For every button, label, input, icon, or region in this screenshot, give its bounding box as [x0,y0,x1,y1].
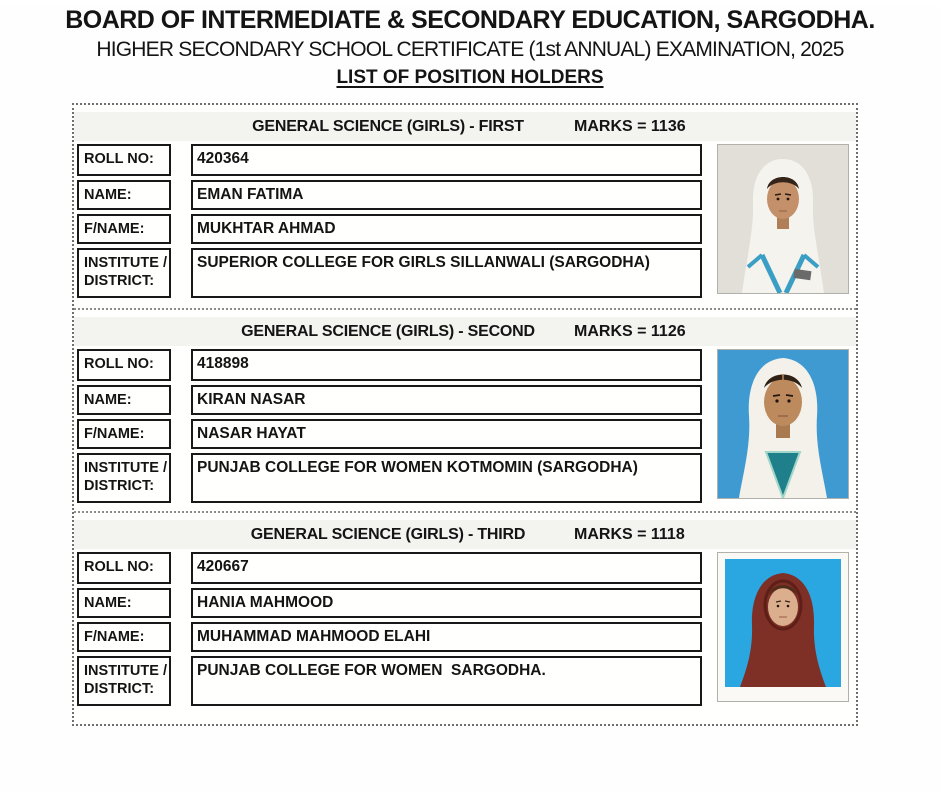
field-row-father-name [77,622,702,652]
section-marks: MARKS = 1118 [574,526,685,543]
field-label-name: NAME: [77,385,171,415]
section-marks: MARKS = 1126 [574,323,686,340]
field-row-name [77,588,702,618]
student-photo [717,552,849,702]
student-portrait-illustration [718,145,848,293]
field-label-father-name: F/NAME: [77,214,171,244]
field-label-roll-no: ROLL NO: [77,552,171,584]
position-section-second [74,308,856,511]
field-value-name: HANIA MAHMOOD [191,588,702,618]
column-gap [171,214,191,244]
field-label-roll-no: ROLL NO: [77,349,171,381]
fields-table [77,552,702,706]
column-gap [171,656,191,706]
column-gap [171,622,191,652]
section-title: GENERAL SCIENCE (GIRLS) - SECOND [241,323,535,340]
field-label-name: NAME: [77,180,171,210]
list-title: LIST OF POSITION HOLDERS [336,67,604,88]
field-row-roll-no [77,349,702,381]
field-value-name: KIRAN NASAR [191,385,702,415]
student-photo [717,144,849,294]
student-photo [717,349,849,499]
field-row-name [77,385,702,415]
column-gap [171,453,191,503]
section-title: GENERAL SCIENCE (GIRLS) - THIRD [250,526,526,543]
field-label-institute: INSTITUTE / DISTRICT: [77,248,171,298]
field-value-father-name: MUHAMMAD MAHMOOD ELAHI [191,622,702,652]
position-section-third [74,511,856,714]
column-gap [171,248,191,298]
field-label-father-name: F/NAME: [77,419,171,449]
field-value-institute: SUPERIOR COLLEGE FOR GIRLS SILLANWALI (SARGODHA) [191,248,702,298]
column-gap [171,552,191,584]
section-title: GENERAL SCIENCE (GIRLS) - FIRST [252,118,524,135]
student-portrait-illustration [718,553,848,701]
field-label-institute: INSTITUTE / DISTRICT: [77,656,171,706]
column-gap [171,180,191,210]
board-title: BOARD OF INTERMEDIATE & SECONDARY EDUCATION, SARGODHA. [65,6,875,34]
field-value-institute: PUNJAB COLLEGE FOR WOMEN KOTMOMIN (SARGODHA) [191,453,702,503]
document-page [0,6,940,792]
field-value-father-name: NASAR HAYAT [191,419,702,449]
field-row-institute [77,453,702,503]
section-header [74,317,856,346]
section-header [74,520,856,549]
field-value-roll-no: 418898 [191,349,702,381]
column-gap [171,419,191,449]
exam-title: HIGHER SECONDARY SCHOOL CERTIFICATE (1st ANNUAL) EXAMINATION, 2025 [96,38,844,61]
field-row-roll-no [77,144,702,176]
column-gap [171,588,191,618]
column-gap [171,144,191,176]
field-row-roll-no [77,552,702,584]
field-row-name [77,180,702,210]
field-label-father-name: F/NAME: [77,622,171,652]
student-portrait-illustration [718,350,848,498]
field-label-name: NAME: [77,588,171,618]
position-section-first [74,105,856,308]
field-value-father-name: MUKHTAR AHMAD [191,214,702,244]
field-value-institute: PUNJAB COLLEGE FOR WOMEN SARGODHA. [191,656,702,706]
field-row-institute [77,248,702,298]
field-row-father-name [77,214,702,244]
field-row-father-name [77,419,702,449]
position-holders-box [72,103,858,726]
field-value-roll-no: 420667 [191,552,702,584]
field-label-institute: INSTITUTE / DISTRICT: [77,453,171,503]
field-value-name: EMAN FATIMA [191,180,702,210]
column-gap [171,349,191,381]
column-gap [171,385,191,415]
field-value-roll-no: 420364 [191,144,702,176]
field-row-institute [77,656,702,706]
fields-table [77,144,702,298]
section-marks: MARKS = 1136 [574,118,686,135]
section-header [74,112,856,141]
fields-table [77,349,702,503]
field-label-roll-no: ROLL NO: [77,144,171,176]
